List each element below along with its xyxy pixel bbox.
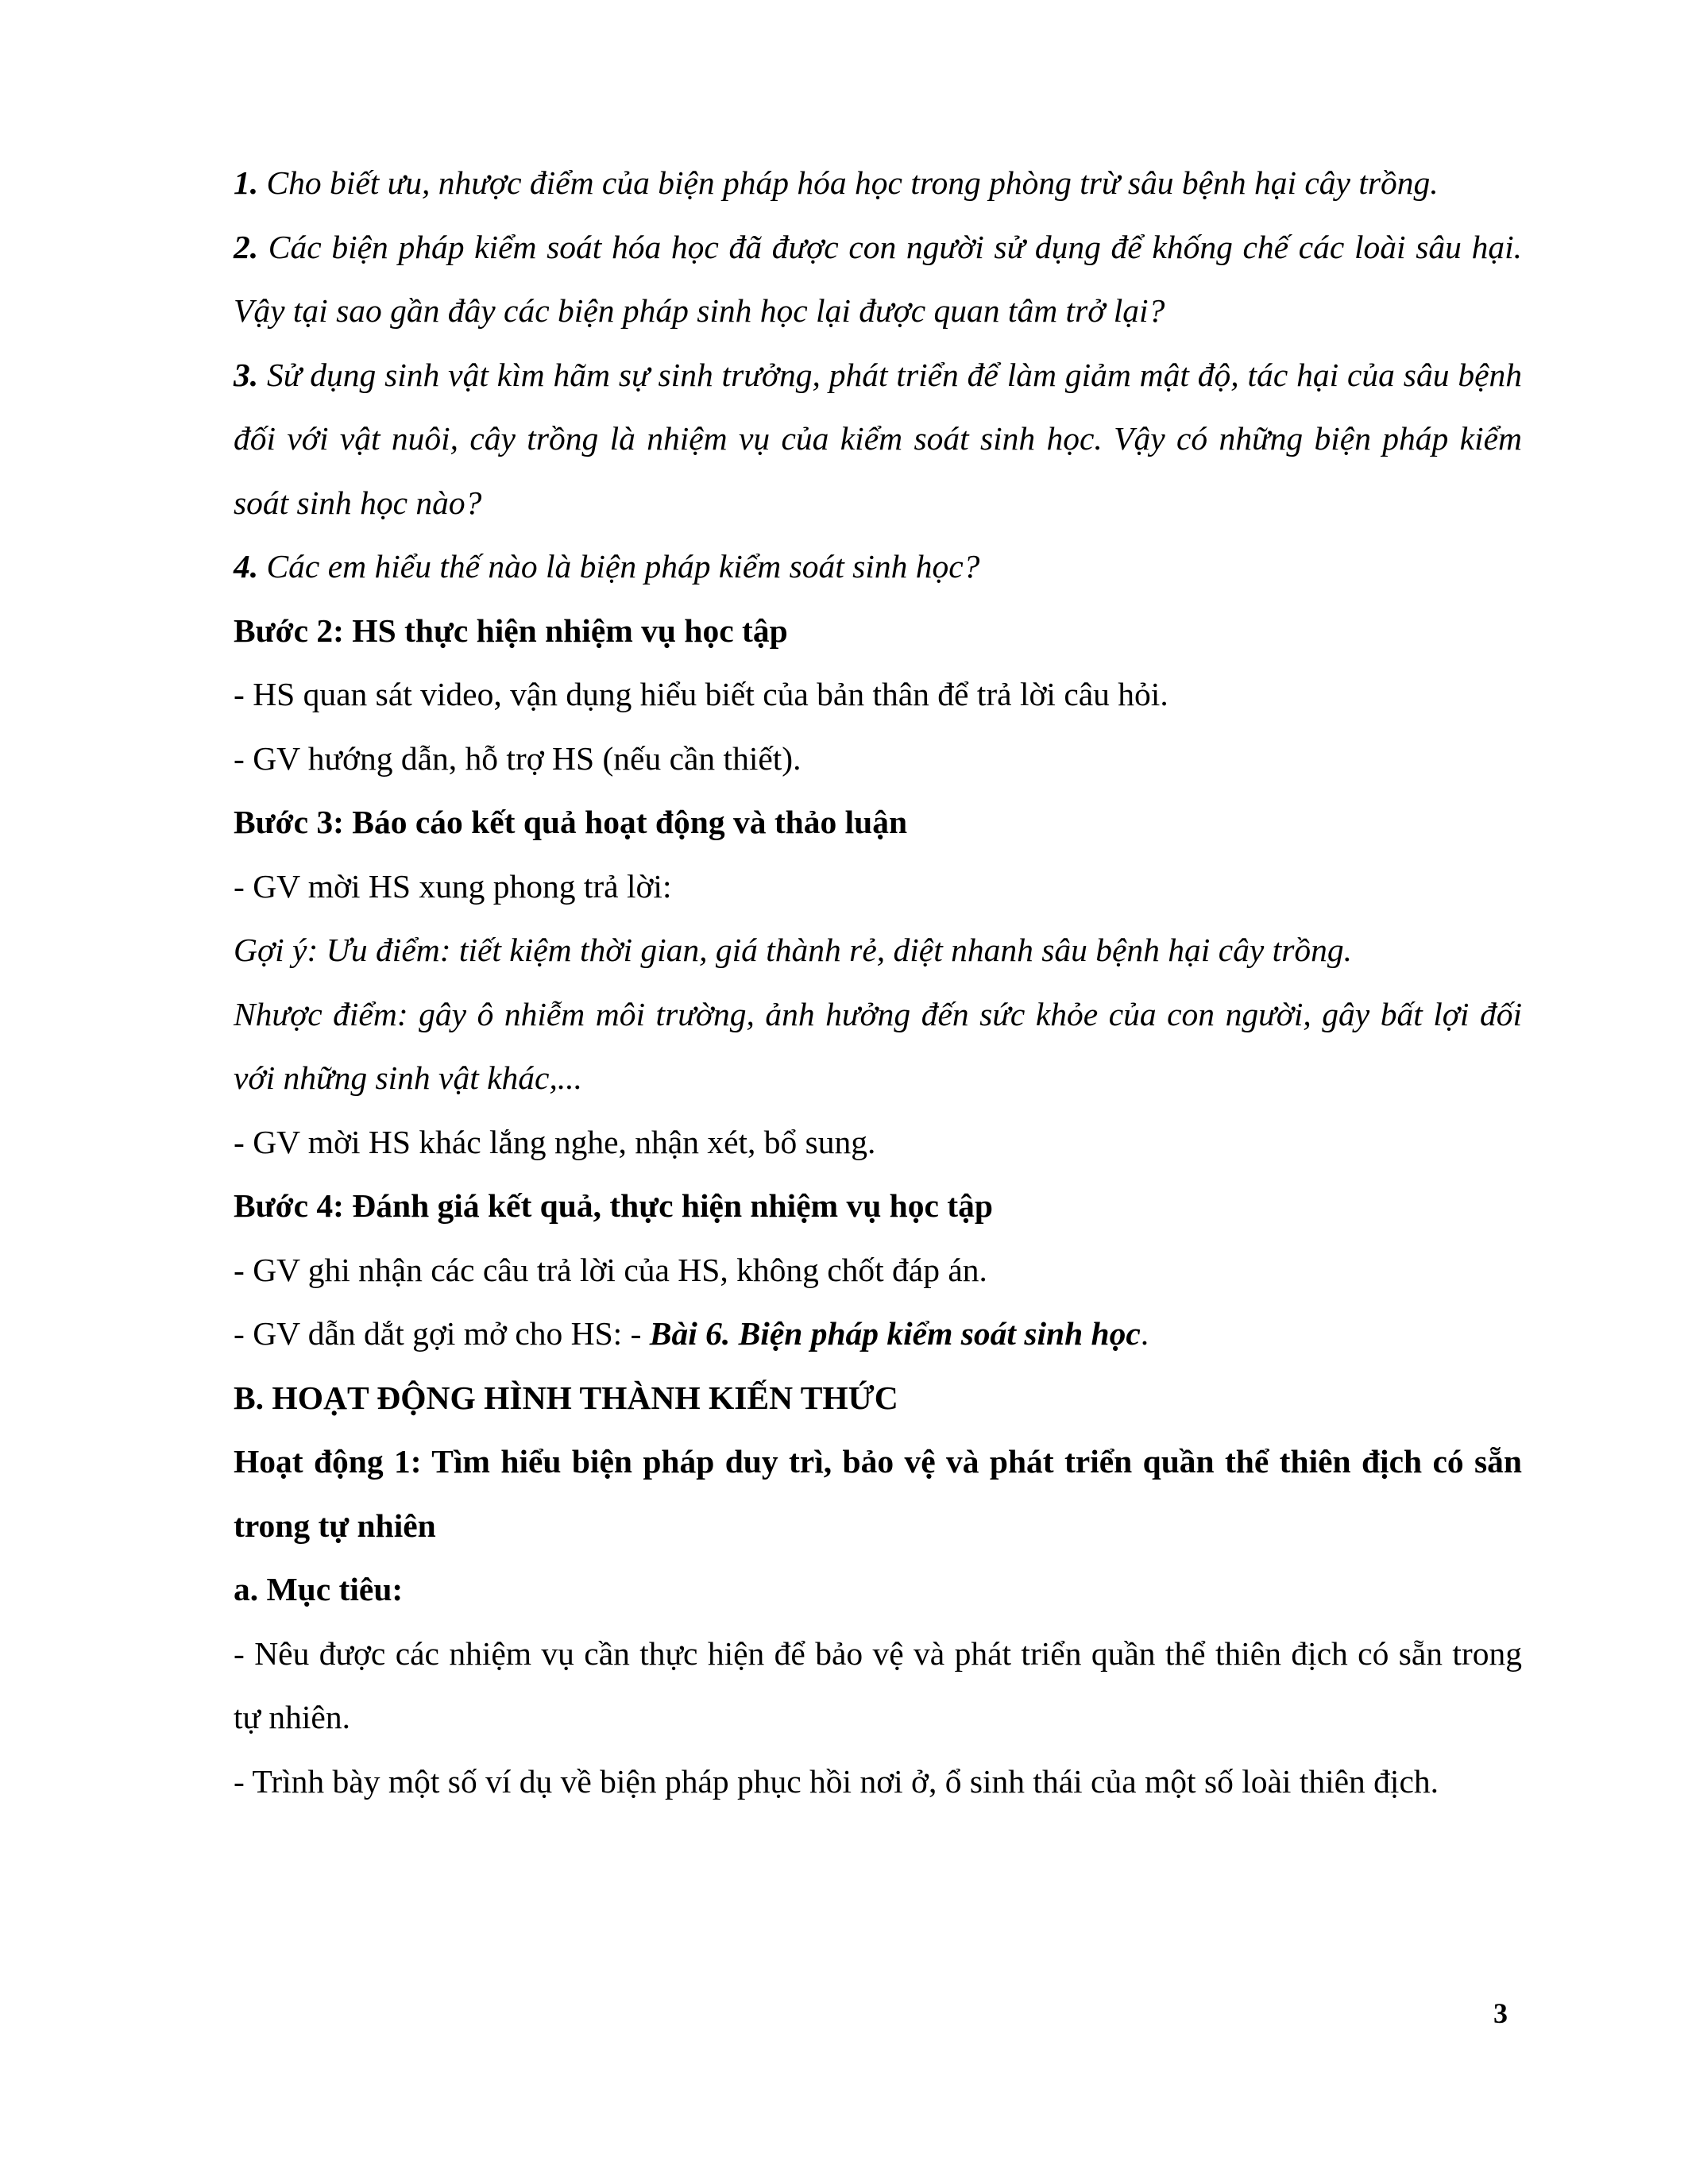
question-number: 1. bbox=[234, 164, 259, 201]
hint-disadvantages: Nhược điểm: gây ô nhiễm môi trường, ảnh hưởng đến sức khỏe của con người, gây bất lợi đối với những sinh vật khác,... bbox=[234, 995, 1522, 1096]
step-4-item-lesson bbox=[234, 1302, 1522, 1366]
activity-1-heading: Hoạt động 1: Tìm hiểu biện pháp duy trì, bảo vệ và phát triển quần thể thiên địch có sẵn trong tự nhiên bbox=[234, 1443, 1522, 1544]
page-number: 3 bbox=[1493, 1997, 1508, 2029]
question-1 bbox=[234, 151, 1522, 215]
question-text: Các em hiểu thế nào là biện pháp kiểm soát sinh học? bbox=[258, 548, 980, 585]
question-number: 3. bbox=[234, 356, 259, 393]
question-2 bbox=[234, 215, 1522, 343]
step-3-item: - GV mời HS khác lắng nghe, nhận xét, bổ sung. bbox=[234, 1123, 876, 1160]
hint-advantages: Gợi ý: Ưu điểm: tiết kiệm thời gian, giá thành rẻ, diệt nhanh sâu bệnh hại cây trồng. bbox=[234, 932, 1352, 968]
question-number: 2. bbox=[234, 228, 259, 265]
step-4-item: - GV ghi nhận các câu trả lời của HS, không chốt đáp án. bbox=[234, 1251, 987, 1288]
question-4 bbox=[234, 534, 1522, 599]
question-text: Các biện pháp kiểm soát hóa học đã được con người sử dụng để khống chế các loài sâu hại. Vậy tại sao gần đây các biện pháp sinh học lại được quan tâm trở lại? bbox=[234, 228, 1522, 329]
document-page bbox=[234, 151, 1522, 1813]
question-number: 4. bbox=[234, 548, 259, 585]
step-2-heading: Bước 2: HS thực hiện nhiệm vụ học tập bbox=[234, 612, 788, 649]
question-text: Sử dụng sinh vật kìm hãm sự sinh trưởng, phát triển để làm giảm mật độ, tác hại của sâu bệnh đối với vật nuôi, cây trồng là nhiệm vụ của kiểm soát sinh học. Vậy có những biện pháp kiểm soát sinh học nào? bbox=[234, 356, 1522, 521]
step-2-item: - GV hướng dẫn, hỗ trợ HS (nếu cần thiết). bbox=[234, 739, 802, 777]
objective-item: - Trình bày một số ví dụ về biện pháp phục hồi nơi ở, ổ sinh thái của một số loài thiên địch. bbox=[234, 1762, 1439, 1800]
lesson-prefix: - GV dẫn dắt gợi mở cho HS: - bbox=[234, 1315, 650, 1352]
section-b-heading: B. HOẠT ĐỘNG HÌNH THÀNH KIẾN THỨC bbox=[234, 1379, 898, 1416]
lesson-title: Bài 6. Biện pháp kiểm soát sinh học bbox=[649, 1315, 1141, 1352]
question-text: Cho biết ưu, nhược điểm của biện pháp hóa học trong phòng trừ sâu bệnh hại cây trồng. bbox=[258, 164, 1439, 201]
step-3-heading: Bước 3: Báo cáo kết quả hoạt động và thảo luận bbox=[234, 804, 908, 840]
question-3 bbox=[234, 343, 1522, 535]
lesson-suffix: . bbox=[1140, 1315, 1149, 1352]
step-4-heading: Bước 4: Đánh giá kết quả, thực hiện nhiệm vụ học tập bbox=[234, 1187, 993, 1224]
step-2-item: - HS quan sát video, vận dụng hiểu biết của bản thân để trả lời câu hỏi. bbox=[234, 676, 1168, 712]
objective-heading: a. Mục tiêu: bbox=[234, 1571, 404, 1607]
objective-item: - Nêu được các nhiệm vụ cần thực hiện để bảo vệ và phát triển quần thể thiên địch có sẵn trong tự nhiên. bbox=[234, 1634, 1522, 1735]
step-3-item: - GV mời HS xung phong trả lời: bbox=[234, 867, 672, 905]
